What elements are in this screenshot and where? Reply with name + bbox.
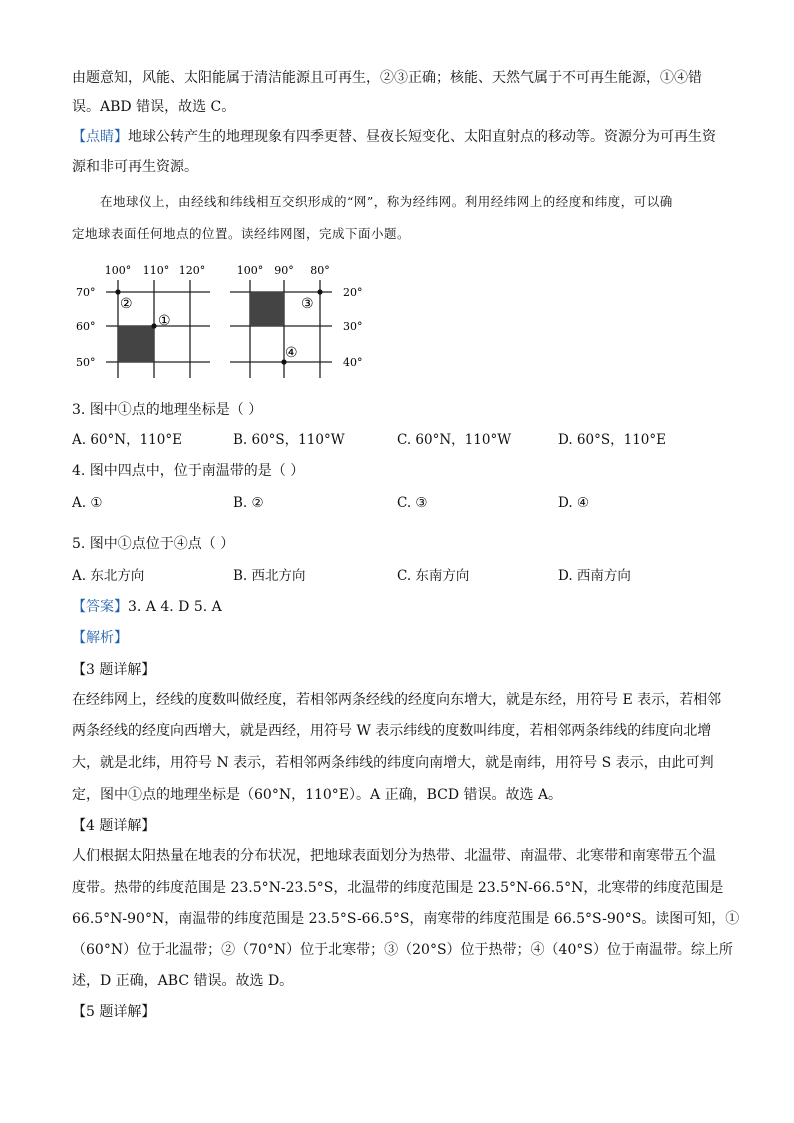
q3-option-b: B. 60°S，110°W xyxy=(233,432,345,448)
q3-option-d: D. 60°S，110°E xyxy=(558,432,666,448)
detail-4-line-5: 述，D 正确，ABC 错误。故选 D。 xyxy=(72,973,294,989)
q5-option-a: A. 东北方向 xyxy=(72,568,145,584)
right-lon-80: 80° xyxy=(310,264,330,277)
left-lat-70: 70° xyxy=(76,286,96,299)
jiexi-tag: 【解析】 xyxy=(72,630,128,646)
label-point-1: ① xyxy=(158,313,171,329)
q3-stem: 3. 图中①点的地理坐标是（ ） xyxy=(72,402,263,418)
passage-line-2: 定地球表面任何地点的位置。读经纬网图，完成下面小题。 xyxy=(72,226,411,241)
q4-stem: 4. 图中四点中，位于南温带的是（ ） xyxy=(72,463,305,479)
detail-4-line-3: 66.5°N-90°N，南温带的纬度范围是 23.5°S-66.5°S，南寒带的纬度范围是 66.5°S-90°S。读图可知，① xyxy=(72,911,740,927)
lat-long-grid-figure xyxy=(70,258,380,378)
right-lat-20: 20° xyxy=(343,286,363,299)
q3-option-a: A. 60°N，110°E xyxy=(72,432,182,448)
answer-line xyxy=(72,597,222,617)
q5-stem: 5. 图中①点位于④点（ ） xyxy=(72,536,235,552)
q4-option-c: C. ③ xyxy=(397,495,428,511)
detail-3-line-1: 在经纬网上，经线的度数叫做经度，若相邻两条经线的经度向东增大，就是东经，用符号 E 表示，若相邻 xyxy=(72,692,722,708)
q4-option-d: D. ④ xyxy=(558,495,590,511)
left-shaded-cell xyxy=(118,326,154,362)
label-point-2: ② xyxy=(120,296,133,312)
detail-4-line-4: （60°N）位于北温带；②（70°N）位于北寒带；③（20°S）位于热带；④（40°S）位于南温带。综上所 xyxy=(72,942,733,958)
point-2-dot xyxy=(115,289,120,294)
q3-option-c: C. 60°N，110°W xyxy=(397,432,512,448)
label-point-4: ④ xyxy=(285,345,298,361)
dianjing-line-2: 源和非可再生资源。 xyxy=(72,159,198,175)
passage-line-1: 在地球仪上，由经线和纬线相互交织形成的“网”，称为经纬网。利用经纬网上的经度和纬度，可以确 xyxy=(100,194,673,209)
label-point-3: ③ xyxy=(301,296,314,312)
q5-option-b: B. 西北方向 xyxy=(233,568,306,584)
dianjing-tag: 【点睛】 xyxy=(72,129,128,145)
intro-line-1: 由题意知，风能、太阳能属于清洁能源且可再生，②③正确；核能、天然气属于不可再生能源，①④错 xyxy=(72,70,702,86)
dianjing-line-1 xyxy=(72,127,716,147)
right-shaded-cell xyxy=(250,292,284,326)
detail-5-title: 【5 题详解】 xyxy=(72,1004,156,1020)
right-lat-30: 30° xyxy=(343,320,363,333)
point-3-dot xyxy=(317,289,322,294)
detail-3-line-4: 定，图中①点的地理坐标是（60°N，110°E）。A 正确，BCD 错误。故选 A。 xyxy=(72,787,563,803)
point-1-dot xyxy=(151,323,156,328)
intro-line-2: 误。ABD 错误，故选 C。 xyxy=(72,99,236,115)
right-lon-90: 90° xyxy=(274,264,294,277)
detail-3-title: 【3 题详解】 xyxy=(72,662,156,678)
right-lon-100: 100° xyxy=(236,264,264,277)
detail-3-line-3: 大，就是北纬，用符号 N 表示，若相邻两条纬线的纬度向南增大，就是南纬，用符号 S 表示，由此可判 xyxy=(72,755,714,771)
answer-text: 3. A 4. D 5. A xyxy=(128,599,222,615)
q4-option-b: B. ② xyxy=(233,495,264,511)
detail-4-title: 【4 题详解】 xyxy=(72,818,156,834)
detail-4-line-2: 度带。热带的纬度范围是 23.5°N-23.5°S，北温带的纬度范围是 23.5°N-66.5°N，北寒带的纬度范围是 xyxy=(72,880,724,896)
left-lon-120: 120° xyxy=(178,264,206,277)
detail-4-line-1: 人们根据太阳热量在地表的分布状况，把地球表面划分为热带、北温带、南温带、北寒带和南寒带五个温 xyxy=(72,848,716,864)
q4-option-a: A. ① xyxy=(72,495,103,511)
dianjing-text: 地球公转产生的地理现象有四季更替、昼夜长短变化、太阳直射点的移动等。资源分为可再生资 xyxy=(128,129,716,145)
q5-option-d: D. 西南方向 xyxy=(558,568,631,584)
q5-option-c: C. 东南方向 xyxy=(397,568,470,584)
left-lon-110: 110° xyxy=(142,264,170,277)
detail-3-line-2: 两条经线的经度向西增大，就是西经，用符号 W 表示纬线的度数叫纬度，若相邻两条纬线的纬度向北增 xyxy=(72,723,712,739)
right-lat-40: 40° xyxy=(343,356,363,369)
left-lat-60: 60° xyxy=(76,320,96,333)
left-lon-100: 100° xyxy=(104,264,132,277)
left-lat-50: 50° xyxy=(76,356,96,369)
answer-tag: 【答案】 xyxy=(72,599,128,615)
